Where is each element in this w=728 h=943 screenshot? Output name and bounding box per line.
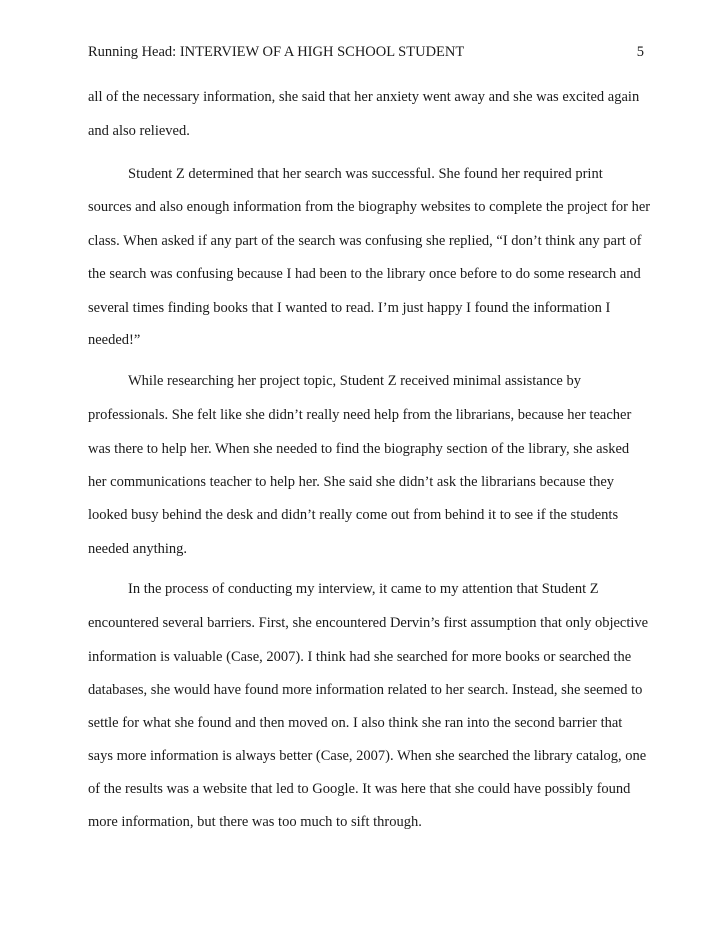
text-line: several times finding books that I wanted to read. I’m just happy I found the information I <box>88 300 611 316</box>
text-line: more information, but there was too much to sift through. <box>88 814 422 830</box>
text-line: her communications teacher to help her. She said she didn’t ask the librarians because they <box>88 474 615 490</box>
running-head: Running Head: INTERVIEW OF A HIGH SCHOOL STUDENT <box>88 44 465 60</box>
text-line: looked busy behind the desk and didn’t really come out from behind it to see if the students <box>88 507 619 523</box>
paragraph-first-line: In the process of conducting my interview, it came to my attention that Student Z <box>128 581 599 597</box>
text-line: settle for what she found and then moved on. I also think she ran into the second barrier that <box>88 715 623 731</box>
text-line: professionals. She felt like she didn’t really need help from the librarians, because her teacher <box>88 407 632 423</box>
text-line: needed anything. <box>88 541 188 557</box>
text-line: encountered several barriers. First, she encountered Dervin’s first assumption that only objective <box>88 615 649 631</box>
text-line: class. When asked if any part of the search was confusing she replied, “I don’t think any part of <box>88 233 642 249</box>
paragraph-first-line: Student Z determined that her search was successful. She found her required print <box>128 166 603 182</box>
text-line: needed!” <box>88 332 141 348</box>
text-line: all of the necessary information, she said that her anxiety went away and she was excited again <box>88 89 640 105</box>
paragraph-first-line: While researching her project topic, Student Z received minimal assistance by <box>128 373 581 389</box>
text-line: the search was confusing because I had been to the library once before to do some research and <box>88 266 641 282</box>
page-number: 5 <box>636 44 644 60</box>
text-line: says more information is always better (Case, 2007). When she searched the library catalog, one <box>88 748 647 764</box>
text-line: of the results was a website that led to Google. It was here that she could have possibly found <box>88 781 631 797</box>
text-line: databases, she would have found more information related to her search. Instead, she seemed to <box>88 682 643 698</box>
text-line: sources and also enough information from the biography websites to complete the project for her <box>88 199 651 215</box>
text-line: and also relieved. <box>88 123 190 139</box>
text-line: information is valuable (Case, 2007). I think had she searched for more books or searched the <box>88 649 632 665</box>
text-line: was there to help her. When she needed to find the biography section of the library, she asked <box>88 441 630 457</box>
page-header <box>88 42 644 62</box>
